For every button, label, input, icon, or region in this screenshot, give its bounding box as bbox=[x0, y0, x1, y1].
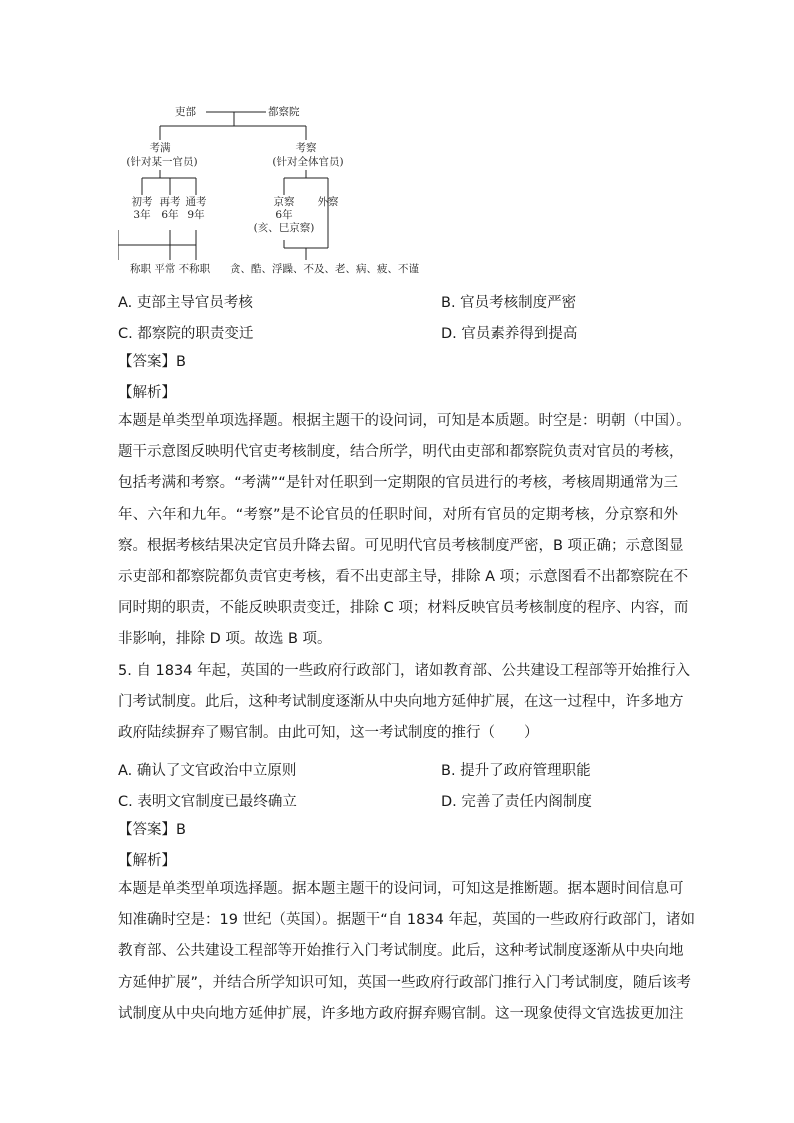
q4-analysis-line: 非影响，排除 D 项。故选 B 项。 bbox=[118, 631, 332, 648]
diagram-label-jingcha-years: 6年 bbox=[275, 209, 293, 221]
q4-analysis bbox=[118, 406, 691, 656]
q5-option-d: D. 完善了责任内阁制度 bbox=[441, 794, 592, 810]
q5-stem-line: 政府陆续摒弃了赐官制。由此可知，这一考试制度的推行（ ） bbox=[118, 725, 539, 742]
diagram-label-tongkao-years: 9年 bbox=[187, 209, 205, 221]
diagram-label-waicha: 外察 bbox=[317, 196, 339, 208]
diagram-label-kaocha: 考察 bbox=[295, 142, 317, 154]
q5-stem-line: 门考试制度。此后，这种考试制度逐渐从中央向地方延伸扩展，在这一过程中，许多地方 bbox=[118, 694, 684, 711]
q4-analysis-line: 察。根据考核结果决定官员升降去留。可见明代官员考核制度严密，B 项正确；示意图显 bbox=[118, 537, 684, 554]
q5-answer: 【答案】B bbox=[118, 822, 186, 838]
q5-stem bbox=[118, 656, 691, 750]
q4-analysis-line: 示吏部和都察院都负责官吏考核，看不出吏部主导，排除 A 项；示意图看不出都察院在不 bbox=[118, 568, 689, 585]
q5-analysis-line: 本题是单类型单项选择题。据本题主题干的设问词，可知这是推断题。据本题时间信息可 bbox=[118, 881, 684, 897]
q4-answer: 【答案】B bbox=[118, 354, 186, 370]
diagram-label-tongkao: 通考 bbox=[185, 196, 207, 208]
diagram-label-kaocha-scope: (针对全体官员) bbox=[272, 156, 344, 168]
q5-option-c: C. 表明文官制度已最终确立 bbox=[118, 794, 297, 810]
q4-analysis-line: 包括考满和考察。“考满”“是针对任职到一定期限的官员进行的考核，考核周期通常为三 bbox=[118, 475, 678, 492]
q5-analysis bbox=[118, 874, 695, 1030]
diagram-label-zaikao: 再考 bbox=[159, 196, 181, 208]
q5-stem-line: 5. 自 1834 年起，英国的一些政府行政部门，诸如教育部、公共建设工程部等开始推行入 bbox=[118, 663, 691, 679]
diagram-label-kaoman-scope: (针对某一官员) bbox=[126, 156, 198, 168]
diagram-label-jingcha: 京察 bbox=[273, 196, 295, 208]
q4-option-c: C. 都察院的职责变迁 bbox=[118, 326, 254, 342]
diagram-label-chukao-years: 3年 bbox=[133, 209, 151, 221]
diagram-label-libu: 吏部 bbox=[175, 106, 196, 118]
diagram-label-duchayuan: 都察院 bbox=[268, 106, 300, 118]
q4-analysis-line: 年、六年和九年。“考察”是不论官员的任职时间，对所有官员的定期考核，分京察和外 bbox=[118, 506, 678, 523]
q5-option-b: B. 提升了政府管理职能 bbox=[441, 763, 591, 779]
q4-analysis-label: 【解析】 bbox=[118, 385, 176, 401]
q4-option-b: B. 官员考核制度严密 bbox=[441, 295, 577, 311]
evaluation-system-diagram bbox=[118, 100, 419, 285]
q5-analysis-line: 知准确时空是：19 世纪（英国）。据题干“自 1834 年起，英国的一些政府行政部门，诸如 bbox=[118, 912, 695, 929]
diagram-label-jingcha-note: (亥、巳京察) bbox=[253, 222, 315, 234]
q5-option-a: A. 确认了文官政治中立原则 bbox=[118, 763, 297, 779]
diagram-label-kaoman: 考满 bbox=[149, 142, 171, 154]
q5-analysis-line: 教育部、公共建设工程部等开始推行入门考试制度。此后，这种考试制度逐渐从中央向地 bbox=[118, 943, 684, 960]
diagram-label-chukao: 初考 bbox=[131, 196, 153, 208]
q4-analysis-line: 题干示意图反映明代官吏考核制度，结合所学，明代由吏部和都察院负责对官员的考核， bbox=[118, 444, 684, 461]
diagram-lines bbox=[118, 100, 408, 285]
diagram-label-result-right: 贪、酷、浮躁、不及、老、病、疲、不谨 bbox=[230, 263, 419, 275]
q5-analysis-label: 【解析】 bbox=[118, 853, 176, 869]
q5-analysis-line: 试制度从中央向地方延伸扩展，许多地方政府摒弃赐官制。这一现象使得文官选拔更加注 bbox=[118, 1005, 684, 1022]
diagram-label-result-left: 称职 平常 不称职 bbox=[130, 263, 211, 275]
q4-option-a: A. 吏部主导官员考核 bbox=[118, 295, 253, 311]
diagram-label-zaikao-years: 6年 bbox=[161, 209, 179, 221]
q4-option-d: D. 官员素养得到提高 bbox=[441, 326, 578, 342]
q5-analysis-line: 方延伸扩展”，并结合所学知识可知，英国一些政府行政部门推行入门考试制度，随后该考 bbox=[118, 974, 692, 991]
q4-analysis-line: 同时期的职责，不能反映职责变迁，排除 C 项；材料反映官员考核制度的程序、内容，而 bbox=[118, 600, 689, 617]
q4-analysis-line: 本题是单类型单项选择题。根据主题干的设问词，可知是本质题。时空是：明朝（中国）。 bbox=[118, 413, 691, 429]
